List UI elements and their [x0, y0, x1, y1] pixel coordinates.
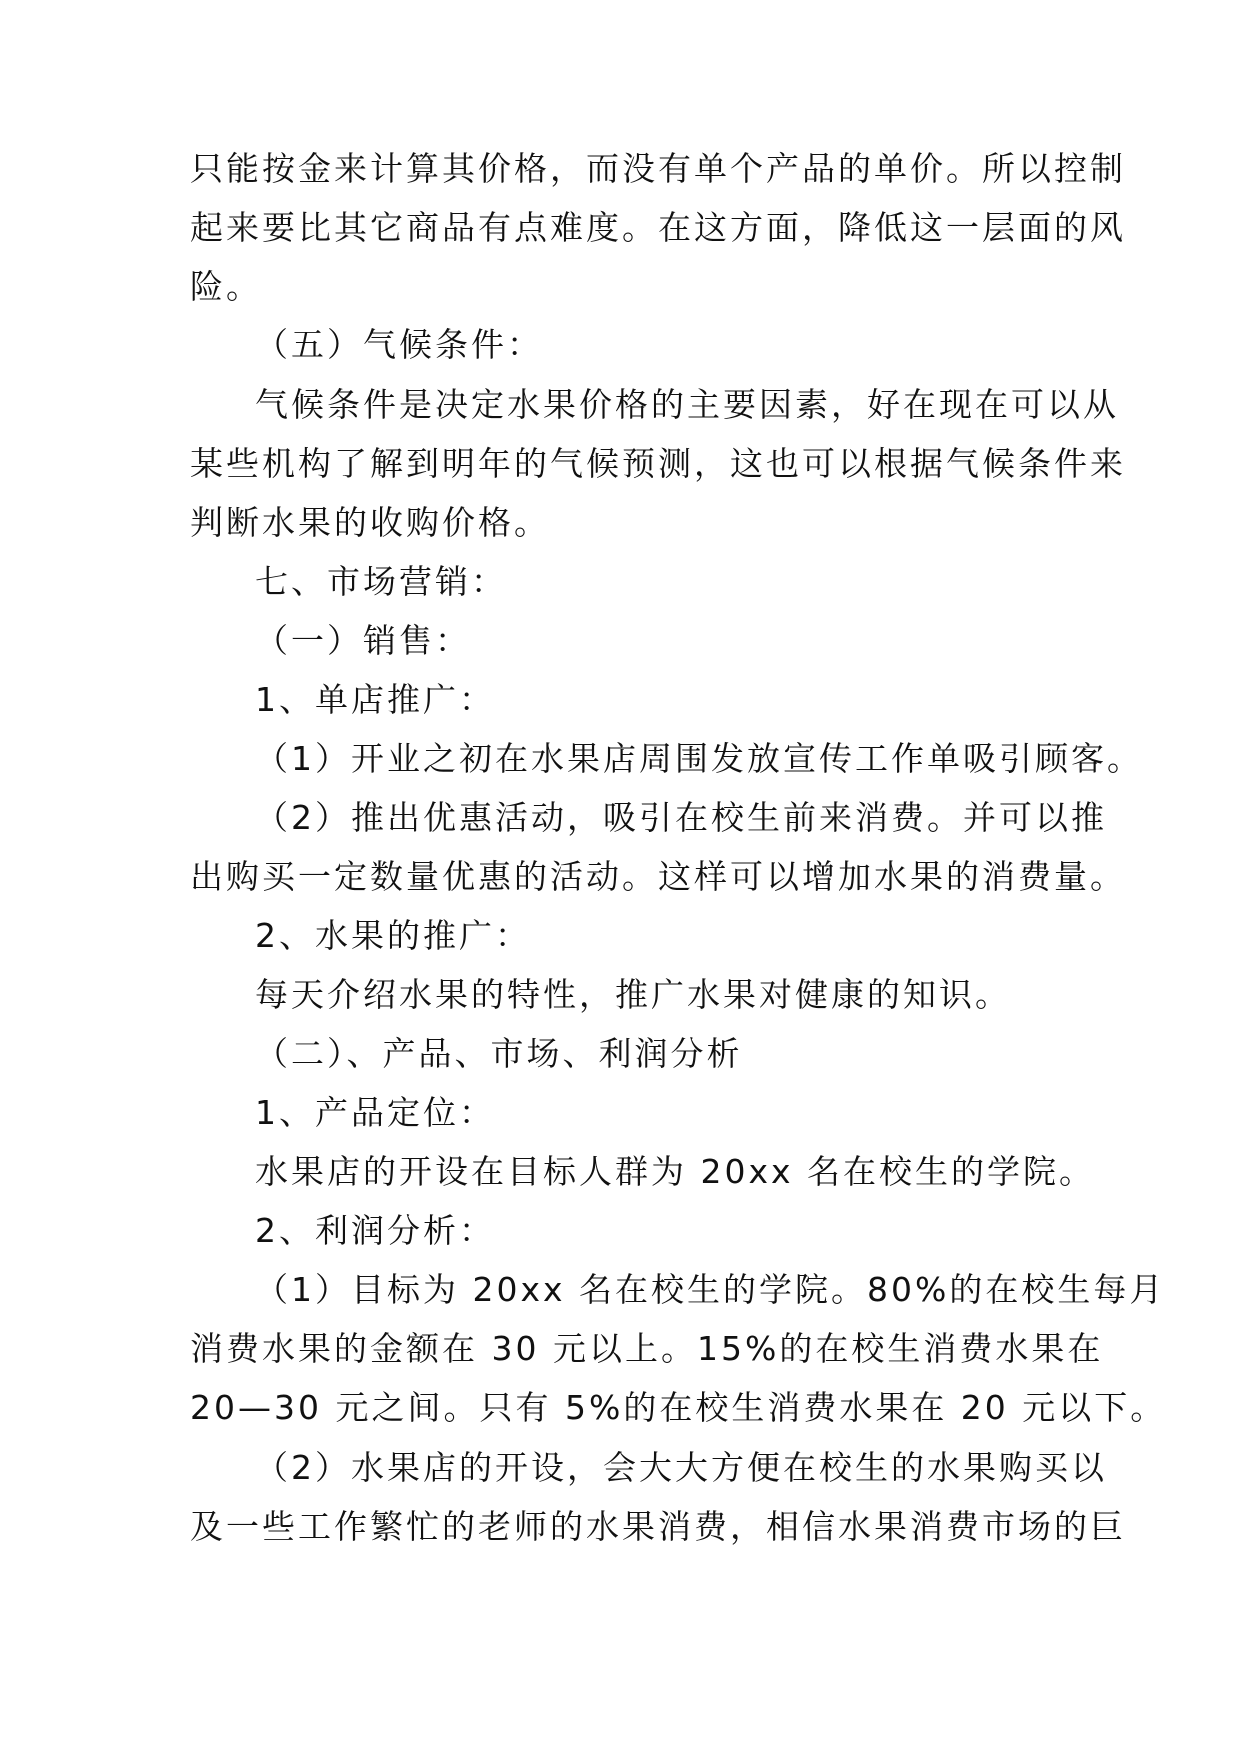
- paragraph-line: 险。: [190, 267, 262, 306]
- paragraph-line: 某些机构了解到明年的气候预测，这也可以根据气候条件来: [190, 444, 1126, 483]
- section-heading: （二）、产品、市场、利润分析: [255, 1034, 743, 1073]
- paragraph-line: 起来要比其它商品有点难度。在这方面，降低这一层面的风: [190, 208, 1126, 247]
- paragraph-line: 20—30 元之间。只有 5%的在校生消费水果在 20 元以下。: [190, 1388, 1167, 1427]
- subsection-heading: 1、产品定位：: [255, 1093, 495, 1132]
- paragraph-line: 只能按金来计算其价格，而没有单个产品的单价。所以控制: [190, 149, 1126, 188]
- paragraph-line: 出购买一定数量优惠的活动。这样可以增加水果的消费量。: [190, 857, 1126, 896]
- paragraph-line: 消费水果的金额在 30 元以上。15%的在校生消费水果在: [190, 1329, 1104, 1368]
- paragraph-line: 及一些工作繁忙的老师的水果消费，相信水果消费市场的巨: [190, 1507, 1126, 1546]
- subsection-heading: 2、水果的推广：: [255, 916, 531, 955]
- paragraph-line: （2）推出优惠活动，吸引在校生前来消费。并可以推: [255, 798, 1107, 837]
- section-heading: 七、市场营销：: [255, 562, 507, 601]
- subsection-heading: 1、单店推广：: [255, 680, 495, 719]
- paragraph-line: 气候条件是决定水果价格的主要因素，好在现在可以从: [255, 385, 1119, 424]
- paragraph-line: （2）水果店的开设，会大大方便在校生的水果购买以: [255, 1448, 1107, 1487]
- paragraph-line: 判断水果的收购价格。: [190, 503, 550, 542]
- paragraph-line: 每天介绍水果的特性，推广水果对健康的知识。: [255, 975, 1011, 1014]
- paragraph-line: （1）目标为 20xx 名在校生的学院。80%的在校生每月: [255, 1270, 1166, 1309]
- section-heading: （一）销售：: [255, 621, 471, 660]
- paragraph-line: （1）开业之初在水果店周围发放宣传工作单吸引顾客。: [255, 739, 1143, 778]
- subsection-heading: 2、利润分析：: [255, 1211, 495, 1250]
- section-heading: （五）气候条件：: [255, 325, 543, 364]
- paragraph-line: 水果店的开设在目标人群为 20xx 名在校生的学院。: [255, 1152, 1096, 1191]
